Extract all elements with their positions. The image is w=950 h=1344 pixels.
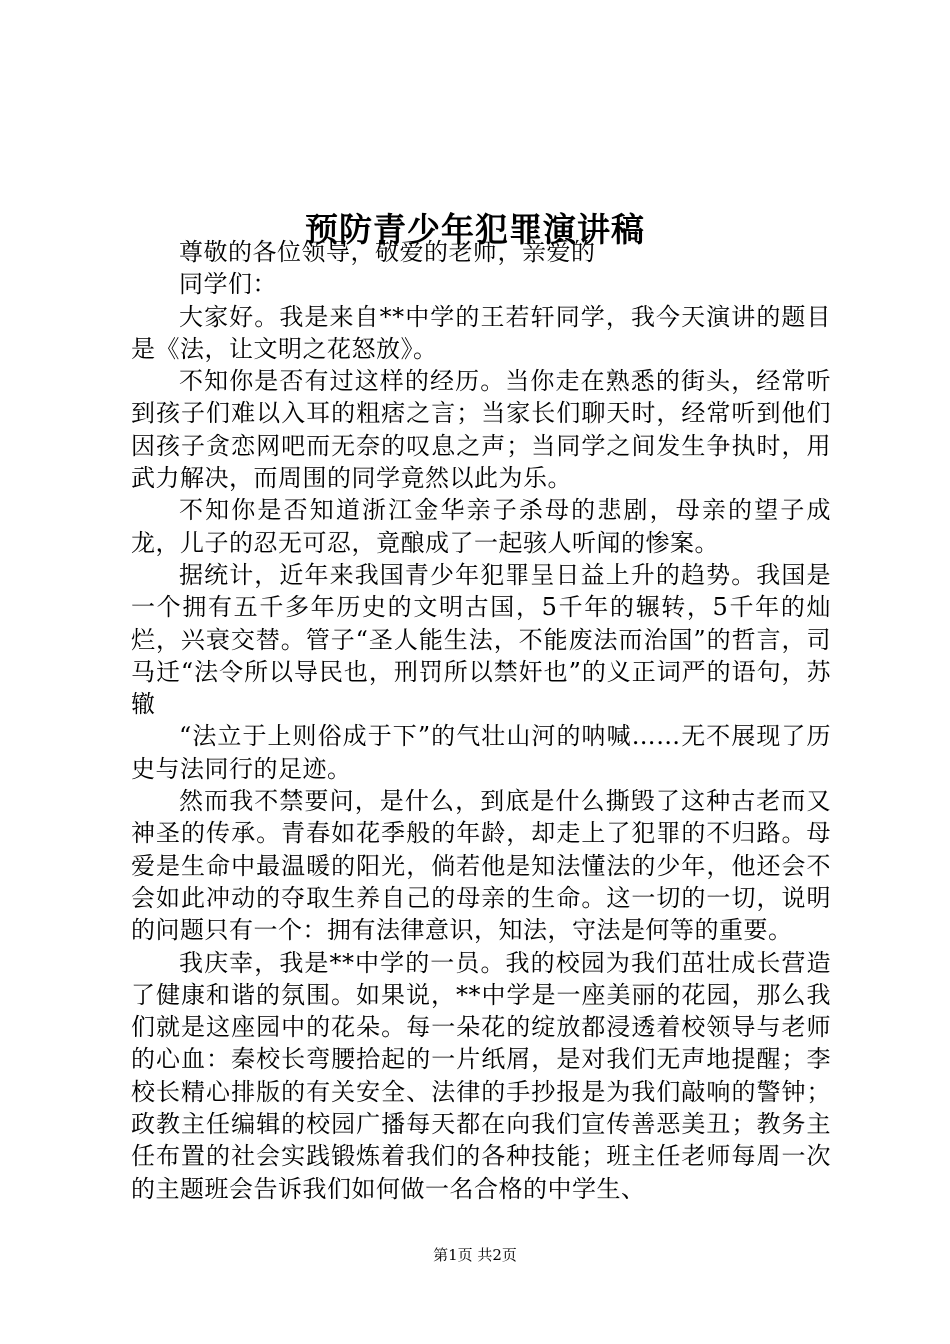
document-title: 预防青少年犯罪演讲稿 xyxy=(305,210,645,250)
paragraph-statistics: 据统计，近年来我国青少年犯罪呈日益上升的趋势。我国是一个拥有五千多年历史的文明古国，5千年的辗转，5千年的灿烂，兴衰交替。管子“圣人能生法，不能废法而治国”的哲言，司马迁“法令所以导民也，刑罚所以禁奸也”的义正词严的语句，苏辙 xyxy=(131,560,831,719)
page-footer: 第1页 共2页 xyxy=(433,1246,517,1264)
paragraph-history: “法立于上则俗成于下”的气壮山河的呐喊……无不展现了历史与法同行的足迹。 xyxy=(131,722,831,783)
salutation-line-2: 同学们： xyxy=(179,270,277,299)
paragraph-experience: 不知你是否有过这样的经历。当你走在熟悉的街头，经常听到孩子们难以入耳的粗痞之言；当家长们聊天时，经常听到他们因孩子贪恋网吧而无奈的叹息之声；当同学之间发生争执时，用武力解决，而周围的同学竟然以此为乐。 xyxy=(131,367,831,493)
document-body xyxy=(131,236,831,1205)
salutation-line-1: 尊敬的各位领导，敬爱的老师，亲爱的 xyxy=(179,238,596,266)
paragraph-school: 我庆幸，我是**中学的一员。我的校园为我们茁壮成长营造了健康和谐的氛围。如果说，**中学是一座美丽的花园，那么我们就是这座园中的花朵。每一朵花的绽放都浸透着校领导与老师的心血：秦校长弯腰拾起的一片纸屑，是对我们无声地提醒；李校长精心排版的有关安全、法律的手抄报是为我们敲响的警钟；政教主任编辑的校园广播每天都在向我们宣传善恶美丑；教务主任布置的社会实践锻炼着我们的各种技能；班主任老师每周一次的主题班会告诉我们如何做一名合格的中学生、 xyxy=(131,948,831,1203)
paragraph-question: 然而我不禁要问，是什么，到底是什么撕毁了这种古老而又神圣的传承。青春如花季般的年龄，却走上了犯罪的不归路。母爱是生命中最温暖的阳光，倘若他是知法懂法的少年，他还会不会如此冲动的夺取生养自己的母亲的生命。这一切的一切，说明的问题只有一个：拥有法律意识，知法，守法是何等的重要。 xyxy=(131,787,831,945)
paragraph-tragedy: 不知你是否知道浙江金华亲子杀母的悲剧，母亲的望子成龙，儿子的忍无可忍，竟酿成了一起骇人听闻的惨案。 xyxy=(131,496,831,557)
paragraph-greeting: 大家好。我是来自**中学的王若轩同学，我今天演讲的题目是《法，让文明之花怒放》。 xyxy=(131,302,831,363)
